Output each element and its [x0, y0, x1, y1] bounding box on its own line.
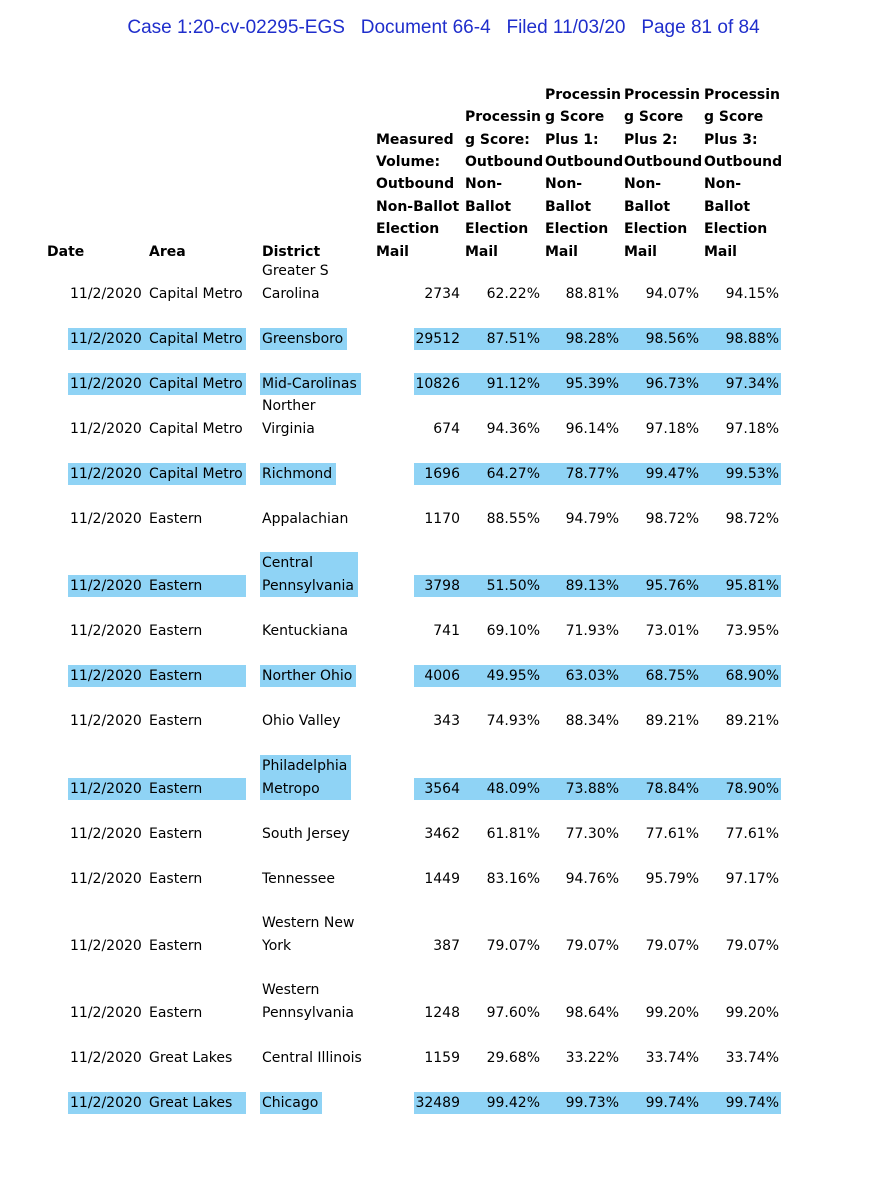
cell-plus3: 89.21%: [725, 712, 779, 729]
cell-score: 62.22%: [486, 285, 540, 302]
cell-plus2: 99.74%: [621, 1092, 701, 1114]
cell-plus2: 79.07%: [645, 937, 699, 954]
cell-area: Capital Metro: [146, 463, 246, 485]
cell-volume: 3462: [424, 825, 460, 842]
cell-plus2: 94.07%: [645, 285, 699, 302]
cell-score: 74.93%: [486, 712, 540, 729]
cell-date: 11/2/2020: [70, 1004, 142, 1021]
cell-score: 29.68%: [486, 1049, 540, 1066]
cell-district: Greensboro: [260, 328, 347, 350]
cell-date: 11/2/2020: [70, 622, 142, 639]
column-header-district: District: [262, 243, 321, 260]
cell-area: Eastern: [149, 712, 203, 729]
cell-plus3: 97.18%: [725, 420, 779, 437]
cell-plus3: 97.34%: [701, 373, 781, 395]
cell-plus1: 98.64%: [565, 1004, 619, 1021]
column-header-processing-score-plus-2: Processin g Score Plus 2: Outbound Non- Ballot Election Mail: [624, 86, 703, 260]
cell-volume: 387: [433, 937, 460, 954]
cell-volume: 32489: [414, 1092, 462, 1114]
cell-plus1: 71.93%: [565, 622, 619, 639]
cell-plus3: 98.88%: [701, 328, 781, 350]
cell-district: Mid-Carolinas: [260, 373, 361, 395]
cell-plus3: 94.15%: [725, 285, 779, 302]
cell-area: Eastern: [146, 665, 246, 687]
cell-plus2: 95.76%: [621, 575, 701, 597]
cell-plus1: 94.76%: [565, 870, 619, 887]
cell-area: Capital Metro: [149, 285, 243, 302]
cell-plus1: 96.14%: [565, 420, 619, 437]
cell-district: Central Illinois: [262, 1049, 362, 1066]
cell-volume: 343: [433, 712, 460, 729]
cell-volume: 674: [433, 420, 460, 437]
cell-district: Western New York: [262, 915, 355, 954]
cell-score: 83.16%: [486, 870, 540, 887]
cell-plus3: 97.17%: [725, 870, 779, 887]
cell-area: Capital Metro: [146, 328, 246, 350]
cell-score: 51.50%: [462, 575, 542, 597]
column-header-date: Date: [47, 243, 85, 260]
cell-area: Great Lakes: [146, 1092, 246, 1114]
cell-plus1: 99.73%: [542, 1092, 621, 1114]
cell-plus2: 96.73%: [621, 373, 701, 395]
cell-volume: 1170: [424, 510, 460, 527]
cell-volume: 29512: [414, 328, 462, 350]
cell-plus1: 78.77%: [542, 463, 621, 485]
cell-plus2: 68.75%: [621, 665, 701, 687]
cell-district: Ohio Valley: [262, 712, 341, 729]
cell-plus2: 78.84%: [621, 778, 701, 800]
cell-date: 11/2/2020: [68, 575, 146, 597]
cell-date: 11/2/2020: [70, 712, 142, 729]
cell-date: 11/2/2020: [68, 328, 146, 350]
cell-district: Philadelphia Metropo: [260, 755, 351, 800]
cell-date: 11/2/2020: [68, 665, 146, 687]
cell-area: Eastern: [149, 510, 203, 527]
column-header-measured-volume: Measured Volume: Outbound Non-Ballot Election Mail: [376, 131, 460, 260]
cell-volume: 1449: [424, 870, 460, 887]
cell-plus3: 68.90%: [701, 665, 781, 687]
cell-date: 11/2/2020: [70, 825, 142, 842]
cell-area: Capital Metro: [149, 420, 243, 437]
cell-plus3: 33.74%: [725, 1049, 779, 1066]
cell-plus1: 88.34%: [565, 712, 619, 729]
cell-plus2: 98.72%: [645, 510, 699, 527]
cell-score: 97.60%: [486, 1004, 540, 1021]
cell-area: Eastern: [149, 1004, 203, 1021]
cell-area: Eastern: [149, 825, 203, 842]
column-header-processing-score-plus-1: Processin g Score Plus 1: Outbound Non- Ballot Election Mail: [545, 86, 624, 260]
cell-score: 61.81%: [486, 825, 540, 842]
cell-score: 49.95%: [462, 665, 542, 687]
cell-plus3: 95.81%: [701, 575, 781, 597]
cell-plus1: 88.81%: [565, 285, 619, 302]
cell-score: 69.10%: [486, 622, 540, 639]
cell-plus2: 98.56%: [621, 328, 701, 350]
cell-score: 87.51%: [462, 328, 542, 350]
cell-district: Norther Virginia: [262, 398, 316, 437]
cell-area: Eastern: [146, 778, 246, 800]
cell-district: South Jersey: [262, 825, 350, 842]
cell-district: Central Pennsylvania: [260, 552, 358, 597]
cell-volume: 1248: [424, 1004, 460, 1021]
cell-plus1: 33.22%: [565, 1049, 619, 1066]
cell-plus3: 99.53%: [701, 463, 781, 485]
cell-plus3: 79.07%: [725, 937, 779, 954]
cell-plus1: 95.39%: [542, 373, 621, 395]
cell-district: Kentuckiana: [262, 622, 349, 639]
cell-date: 11/2/2020: [68, 463, 146, 485]
cell-volume: 10826: [414, 373, 462, 395]
cell-plus2: 89.21%: [645, 712, 699, 729]
cell-area: Eastern: [149, 622, 203, 639]
cell-district: Appalachian: [262, 510, 349, 527]
cell-volume: 741: [433, 622, 460, 639]
cell-plus2: 33.74%: [645, 1049, 699, 1066]
cell-district: Richmond: [260, 463, 336, 485]
cell-date: 11/2/2020: [70, 420, 142, 437]
cell-plus2: 99.47%: [621, 463, 701, 485]
cell-score: 94.36%: [486, 420, 540, 437]
cell-score: 91.12%: [462, 373, 542, 395]
cell-area: Eastern: [149, 870, 203, 887]
cell-area: Eastern: [149, 937, 203, 954]
cell-district: Chicago: [260, 1092, 322, 1114]
cell-plus2: 73.01%: [645, 622, 699, 639]
cell-plus2: 77.61%: [645, 825, 699, 842]
cell-date: 11/2/2020: [68, 778, 146, 800]
cell-volume: 1159: [424, 1049, 460, 1066]
cell-plus2: 95.79%: [645, 870, 699, 887]
cell-volume: 3564: [414, 778, 462, 800]
cell-area: Great Lakes: [149, 1049, 233, 1066]
cell-date: 11/2/2020: [70, 285, 142, 302]
case-header: Case 1:20-cv-02295-EGS Document 66-4 Filed 11/03/20 Page 81 of 84: [127, 17, 760, 38]
cell-plus3: 99.74%: [701, 1092, 781, 1114]
cell-date: 11/2/2020: [70, 1049, 142, 1066]
cell-date: 11/2/2020: [70, 870, 142, 887]
cell-plus2: 99.20%: [645, 1004, 699, 1021]
cell-area: Eastern: [146, 575, 246, 597]
cell-score: 79.07%: [486, 937, 540, 954]
cell-score: 48.09%: [462, 778, 542, 800]
cell-district: Tennessee: [262, 870, 335, 887]
cell-score: 88.55%: [486, 510, 540, 527]
cell-date: 11/2/2020: [70, 937, 142, 954]
cell-date: 11/2/2020: [68, 373, 146, 395]
column-header-processing-score-plus-3: Processin g Score Plus 3: Outbound Non- Ballot Election Mail: [704, 86, 783, 260]
cell-plus1: 63.03%: [542, 665, 621, 687]
cell-plus1: 89.13%: [542, 575, 621, 597]
cell-score: 64.27%: [462, 463, 542, 485]
cell-plus2: 97.18%: [645, 420, 699, 437]
cell-plus3: 78.90%: [701, 778, 781, 800]
cell-district: Western Pennsylvania: [262, 982, 354, 1021]
cell-volume: 3798: [414, 575, 462, 597]
cell-plus1: 94.79%: [565, 510, 619, 527]
cell-plus1: 79.07%: [565, 937, 619, 954]
cell-area: Capital Metro: [146, 373, 246, 395]
cell-plus3: 99.20%: [725, 1004, 779, 1021]
cell-volume: 1696: [414, 463, 462, 485]
cell-plus1: 73.88%: [542, 778, 621, 800]
cell-plus3: 98.72%: [725, 510, 779, 527]
column-header-processing-score: Processin g Score: Outbound Non- Ballot Election Mail: [465, 109, 544, 260]
cell-volume: 4006: [414, 665, 462, 687]
cell-date: 11/2/2020: [70, 510, 142, 527]
cell-plus3: 77.61%: [725, 825, 779, 842]
cell-plus1: 98.28%: [542, 328, 621, 350]
cell-score: 99.42%: [462, 1092, 542, 1114]
cell-date: 11/2/2020: [68, 1092, 146, 1114]
cell-plus3: 73.95%: [725, 622, 779, 639]
cell-district: Greater S Carolina: [262, 263, 329, 302]
cell-district: Norther Ohio: [260, 665, 356, 687]
cell-plus1: 77.30%: [565, 825, 619, 842]
cell-volume: 2734: [424, 285, 460, 302]
column-header-area: Area: [149, 243, 186, 260]
